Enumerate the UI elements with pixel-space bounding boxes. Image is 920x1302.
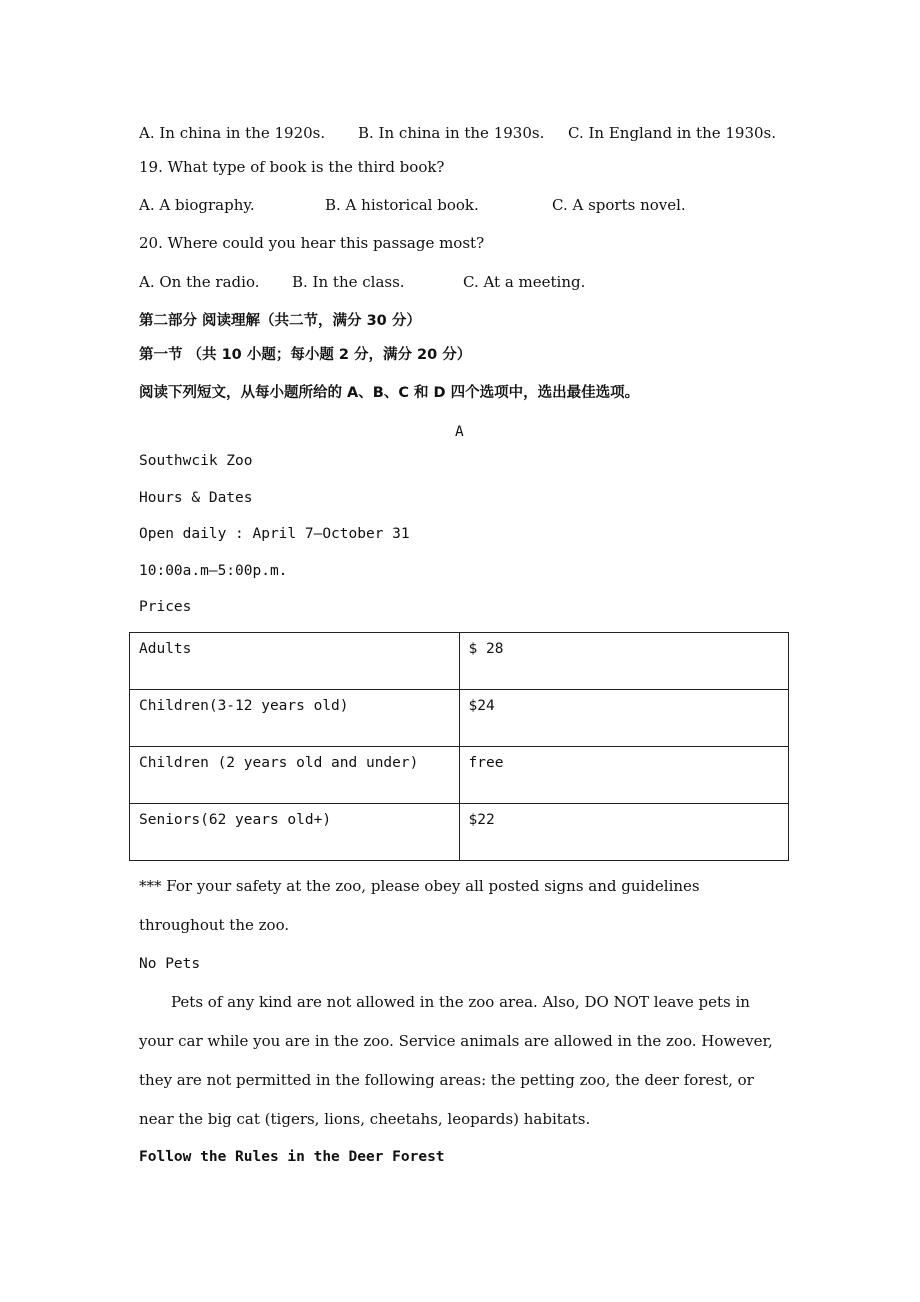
table-row: [130, 633, 789, 690]
q20-question: 20. Where could you hear this passage most?: [139, 234, 485, 252]
q18-option-c: C. In England in the 1930s.: [568, 124, 777, 142]
q19-option-a: A. A biography.: [139, 196, 255, 214]
table-row: [130, 690, 789, 747]
deer-forest-heading: Follow the Rules in the Deer Forest: [139, 1149, 445, 1165]
q19-option-c: C. A sports novel.: [552, 196, 686, 214]
price-group-cell: Seniors(62 years old+): [130, 804, 460, 861]
hours-heading: Hours & Dates: [139, 490, 253, 506]
safety-note: *** For your safety at the zoo, please obey all posted signs and guidelines throughout the zoo.: [139, 877, 700, 934]
q19-option-b: B. A historical book.: [325, 196, 479, 214]
q19-question: 19. What type of book is the third book?: [139, 158, 445, 176]
price-group-cell: Adults: [130, 633, 460, 690]
open-daily: Open daily : April 7—October 31: [139, 526, 410, 542]
no-pets-paragraph: Pets of any kind are not allowed in the zoo area. Also, DO NOT leave pets in your car while you are in the zoo. Service animals are allowed in the zoo. However, they are not permitted in the following areas: the petting zoo, the deer forest, or near the big cat (tigers, lions, cheetahs, leopards) habitats.: [139, 993, 773, 1128]
table-row: [130, 747, 789, 804]
price-value-cell: $ 28: [459, 633, 789, 690]
reading-instruction: 阅读下列短文，从每小题所给的 A、B、C 和 D 四个选项中，选出最佳选项。: [139, 385, 640, 401]
no-pets-heading: No Pets: [139, 956, 201, 972]
opening-hours: 10:00a.m—5:00p.m.: [139, 563, 288, 579]
price-group-cell: Children (2 years old and under): [130, 747, 460, 804]
price-value-cell: $22: [459, 804, 789, 861]
price-group-cell: Children(3-12 years old): [130, 690, 460, 747]
q18-option-b: B. In china in the 1930s.: [358, 124, 545, 142]
prices-heading: Prices: [139, 599, 192, 615]
price-value-cell: free: [459, 747, 789, 804]
q20-option-a: A. On the radio.: [139, 273, 260, 291]
passage-label: A: [455, 424, 464, 440]
q20-option-c: C. At a meeting.: [463, 273, 586, 291]
q20-option-b: B. In the class.: [292, 273, 405, 291]
price-value-cell: $24: [459, 690, 789, 747]
prices-table: [129, 632, 789, 861]
section1-heading: 第一节 （共 10 小题；每小题 2 分，满分 20 分）: [139, 347, 472, 363]
table-row: [130, 804, 789, 861]
q18-option-a: A. In china in the 1920s.: [139, 124, 326, 142]
passage-title: Southwcik Zoo: [139, 453, 253, 469]
part2-heading: 第二部分 阅读理解（共二节，满分 30 分）: [139, 313, 421, 329]
